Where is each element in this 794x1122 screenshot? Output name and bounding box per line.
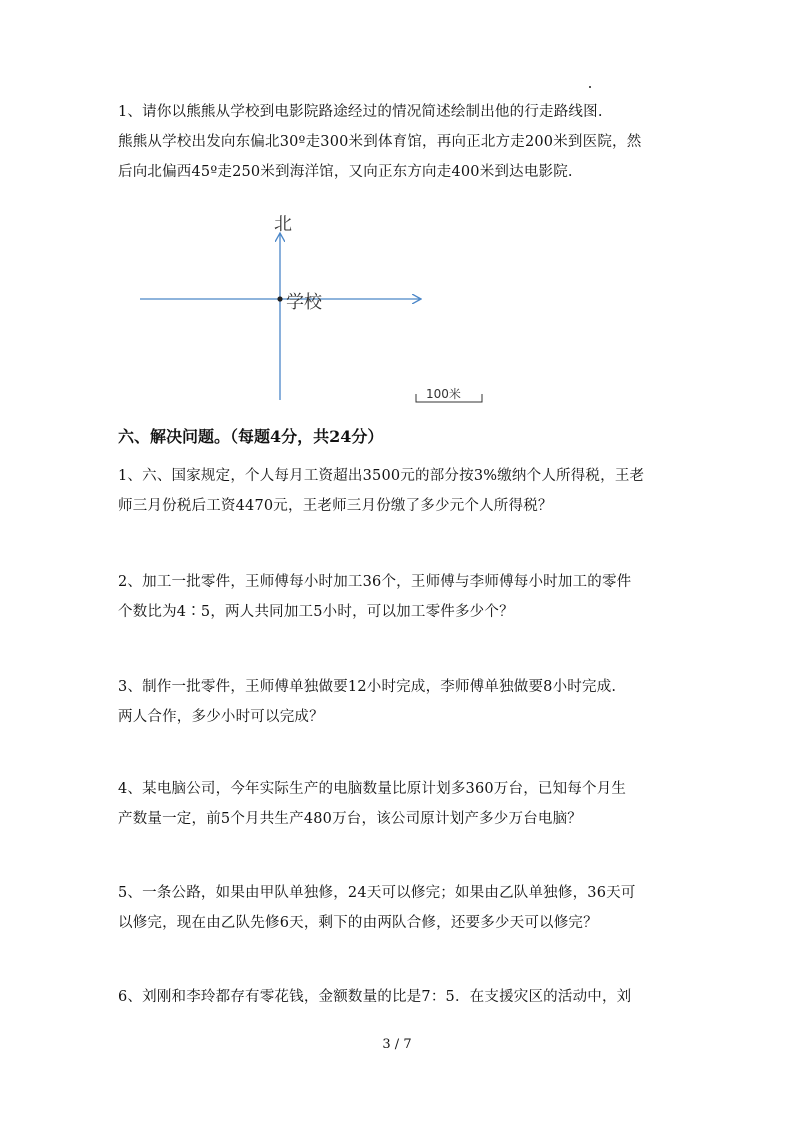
- page-number: 3 / 7: [382, 1037, 412, 1052]
- problem-line: 两人合作，多少小时可以完成？: [118, 709, 324, 725]
- stray-dot: [589, 86, 591, 88]
- problem-line: 产数量一定，前5个月共生产480万台，该公司原计划产多少万台电脑？: [118, 811, 582, 827]
- school-label: 学校: [286, 292, 322, 313]
- problem-line: 2、加工一批零件，王师傅每小时加工36个，王师傅与李师傅每小时加工的零件: [118, 574, 632, 590]
- intro-line: 后向北偏西45º走250米到海洋馆，又向正东方向走400米到达电影院.: [118, 164, 573, 180]
- intro-question: [118, 97, 678, 187]
- north-label: 北: [274, 214, 292, 235]
- section-heading: 六、解决问题。（每题4分，共24分）: [118, 427, 384, 446]
- problem-1: [118, 461, 678, 521]
- problem-line: 6、刘刚和李玲都存有零花钱，金额数量的比是7：5．在支援灾区的活动中，刘: [118, 989, 632, 1005]
- intro-line: 熊熊从学校出发向东偏北30º走300米到体育馆，再向正北方走200米到医院，然: [118, 134, 642, 150]
- problem-4: [118, 774, 678, 834]
- problem-3: [118, 672, 678, 732]
- school-point: [277, 296, 282, 301]
- intro-line: 1、请你以熊熊从学校到电影院路途经过的情况简述绘制出他的行走路线图.: [118, 104, 603, 120]
- problem-line: 个数比为4∶5，两人共同加工5小时，可以加工零件多少个？: [118, 604, 514, 620]
- problem-2: [118, 567, 678, 627]
- problem-5: [118, 878, 678, 938]
- problem-line: 4、某电脑公司，今年实际生产的电脑数量比原计划多360万台，已知每个月生: [118, 781, 627, 797]
- problem-line: 师三月份税后工资4470元，王老师三月份缴了多少元个人所得税？: [118, 498, 553, 514]
- direction-diagram: [0, 200, 794, 410]
- scale-label: 100米: [426, 387, 461, 401]
- problem-line: 3、制作一批零件，王师傅单独做要12小时完成，李师傅单独做要8小时完成.: [118, 679, 617, 695]
- problem-line: 1、六、国家规定，个人每月工资超出3500元的部分按3%缴纳个人所得税，王老: [118, 468, 645, 484]
- problem-line: 5、一条公路，如果由甲队单独修，24天可以修完；如果由乙队单独修，36天可: [118, 885, 636, 901]
- problem-6: [118, 982, 678, 1012]
- problem-line: 以修完，现在由乙队先修6天，剩下的由两队合修，还要多少天可以修完？: [118, 915, 598, 931]
